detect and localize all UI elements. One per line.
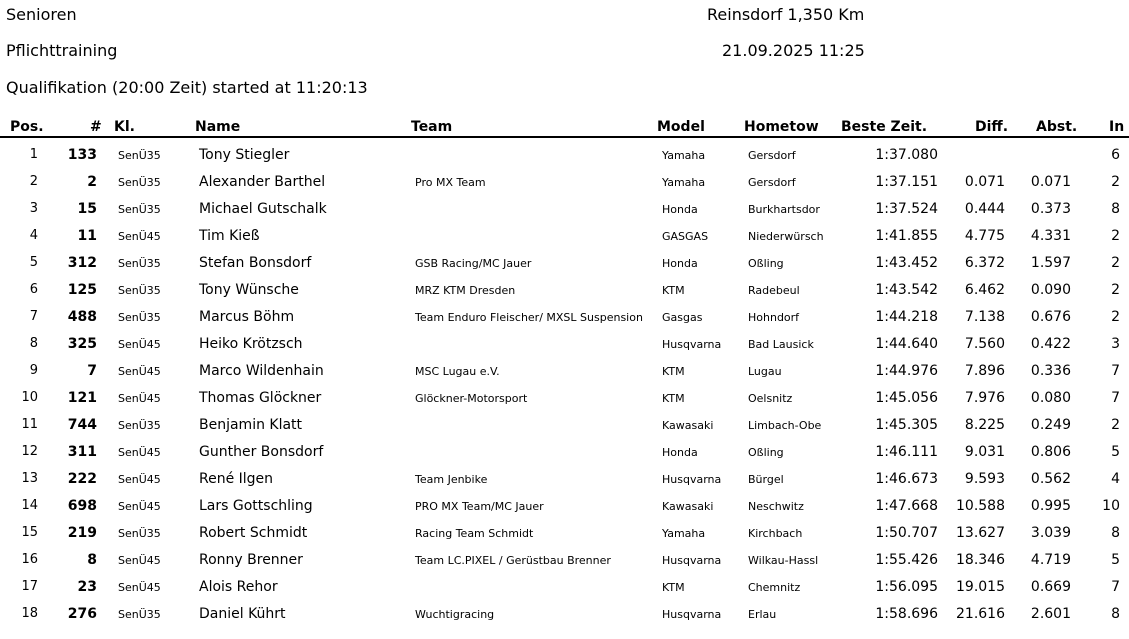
cell-gap: 0.071: [1030, 174, 1071, 190]
cell-name: Tony Wünsche: [199, 282, 299, 298]
cell-best-time: 1:46.111: [875, 444, 938, 460]
cell-model: KTM: [662, 392, 685, 405]
cell-name: Benjamin Klatt: [199, 417, 303, 433]
cell-diff: 18.346: [956, 552, 1005, 568]
cell-number: 219: [67, 525, 97, 541]
cell-diff: 6.372: [964, 255, 1005, 271]
cell-laps: 8: [1111, 525, 1120, 541]
cell-diff: 7.896: [964, 363, 1005, 379]
table-row: [0, 143, 1129, 170]
cell-diff: 7.976: [964, 390, 1005, 406]
cell-pos: 12: [21, 444, 38, 459]
cell-model: Husqvarna: [662, 608, 722, 621]
col-diff: Diff.: [975, 119, 1009, 135]
cell-pos: 8: [29, 336, 38, 351]
cell-hometown: Bad Lausick: [748, 338, 814, 351]
cell-gap: 0.080: [1030, 390, 1071, 406]
cell-laps: 7: [1111, 363, 1120, 379]
cell-number: 325: [67, 336, 97, 352]
cell-class: SenÜ35: [118, 176, 161, 189]
cell-hometown: Gersdorf: [748, 149, 796, 162]
cell-class: SenÜ35: [118, 203, 161, 216]
table-row: [0, 305, 1129, 332]
cell-number: 23: [77, 579, 97, 595]
cell-pos: 11: [21, 417, 38, 432]
table-row: [0, 332, 1129, 359]
cell-class: SenÜ45: [118, 500, 161, 513]
cell-name: Marco Wildenhain: [199, 363, 324, 379]
cell-number: 133: [67, 147, 97, 163]
cell-diff: 13.627: [956, 525, 1005, 541]
venue: Reinsdorf 1,350 Km: [707, 5, 865, 24]
col-model: Model: [657, 119, 705, 135]
cell-diff: 10.588: [956, 498, 1005, 514]
col-team: Team: [411, 119, 453, 135]
cell-name: Thomas Glöckner: [199, 390, 322, 406]
cell-number: 11: [77, 228, 97, 244]
col-best: Beste Zeit.: [841, 119, 928, 135]
cell-gap: 4.331: [1030, 228, 1071, 244]
cell-pos: 10: [21, 390, 38, 405]
cell-laps: 8: [1111, 201, 1120, 217]
cell-laps: 2: [1111, 282, 1120, 298]
cell-gap: 0.336: [1030, 363, 1071, 379]
table-row: [0, 413, 1129, 440]
cell-diff: 9.031: [964, 444, 1005, 460]
cell-hometown: Radebeul: [748, 284, 800, 297]
cell-class: SenÜ45: [118, 446, 161, 459]
cell-pos: 1: [29, 147, 38, 162]
cell-diff: 19.015: [956, 579, 1005, 595]
cell-pos: 7: [29, 309, 38, 324]
cell-gap: 1.597: [1030, 255, 1071, 271]
cell-pos: 14: [21, 498, 38, 513]
cell-class: SenÜ35: [118, 419, 161, 432]
table-row: [0, 386, 1129, 413]
cell-model: GASGAS: [662, 230, 709, 243]
cell-best-time: 1:41.855: [875, 228, 938, 244]
cell-hometown: Neschwitz: [748, 500, 804, 513]
cell-gap: 0.806: [1030, 444, 1071, 460]
cell-best-time: 1:44.976: [875, 363, 938, 379]
cell-pos: 18: [21, 606, 38, 621]
cell-best-time: 1:50.707: [875, 525, 938, 541]
col-num: #: [90, 119, 102, 135]
cell-pos: 9: [29, 363, 38, 378]
cell-team: Pro MX Team: [415, 176, 486, 189]
cell-class: SenÜ45: [118, 230, 161, 243]
cell-model: Husqvarna: [662, 554, 722, 567]
cell-hometown: Wilkau-Hassl: [748, 554, 819, 567]
cell-model: Kawasaki: [662, 419, 714, 432]
cell-gap: 0.249: [1030, 417, 1071, 433]
cell-best-time: 1:45.056: [875, 390, 938, 406]
cell-gap: 0.090: [1030, 282, 1071, 298]
cell-class: SenÜ45: [118, 581, 161, 594]
cell-model: KTM: [662, 365, 685, 378]
cell-class: SenÜ35: [118, 257, 161, 270]
cell-number: 2: [87, 174, 97, 190]
cell-laps: 3: [1111, 336, 1120, 352]
cell-name: Lars Gottschling: [199, 498, 313, 514]
cell-team: Racing Team Schmidt: [415, 527, 534, 540]
cell-class: SenÜ45: [118, 554, 161, 567]
cell-laps: 8: [1111, 606, 1120, 622]
cell-best-time: 1:55.426: [875, 552, 938, 568]
cell-model: Honda: [662, 257, 698, 270]
table-row: [0, 494, 1129, 521]
cell-best-time: 1:47.668: [875, 498, 938, 514]
cell-laps: 2: [1111, 309, 1120, 325]
col-kl: Kl.: [114, 119, 135, 135]
cell-name: Heiko Krötzsch: [199, 336, 303, 352]
cell-model: Honda: [662, 446, 698, 459]
cell-best-time: 1:58.696: [875, 606, 938, 622]
session-datetime: 21.09.2025 11:25: [722, 41, 865, 60]
cell-model: Gasgas: [662, 311, 703, 324]
cell-class: SenÜ45: [118, 473, 161, 486]
cell-team: MSC Lugau e.V.: [415, 365, 500, 378]
cell-laps: 7: [1111, 390, 1120, 406]
cell-best-time: 1:43.452: [875, 255, 938, 271]
cell-diff: 9.593: [964, 471, 1005, 487]
cell-class: SenÜ35: [118, 608, 161, 621]
cell-hometown: Oßling: [748, 257, 784, 270]
cell-hometown: Limbach-Obe: [748, 419, 822, 432]
cell-laps: 6: [1111, 147, 1120, 163]
cell-pos: 13: [21, 471, 38, 486]
cell-diff: 4.775: [964, 228, 1005, 244]
cell-gap: 0.373: [1030, 201, 1071, 217]
cell-model: Yamaha: [662, 176, 706, 189]
cell-number: 744: [67, 417, 97, 433]
cell-gap: 0.422: [1030, 336, 1071, 352]
cell-name: Alexander Barthel: [199, 174, 326, 190]
cell-number: 222: [67, 471, 97, 487]
table-row: [0, 197, 1129, 224]
cell-diff: 7.138: [964, 309, 1005, 325]
session-detail: Qualifikation (20:00 Zeit) started at 11:20:13: [6, 78, 368, 97]
table-row: [0, 224, 1129, 251]
cell-number: 125: [67, 282, 97, 298]
cell-diff: 0.071: [964, 174, 1005, 190]
cell-name: Gunther Bonsdorf: [199, 444, 324, 460]
class-title: Senioren: [6, 5, 77, 24]
cell-name: Alois Rehor: [199, 579, 278, 595]
cell-pos: 15: [21, 525, 38, 540]
cell-number: 121: [67, 390, 97, 406]
cell-hometown: Bürgel: [748, 473, 784, 486]
cell-team: Team Enduro Fleischer/ MXSL Suspension: [415, 311, 643, 324]
cell-best-time: 1:46.673: [875, 471, 938, 487]
cell-number: 488: [67, 309, 97, 325]
cell-class: SenÜ35: [118, 149, 161, 162]
cell-hometown: Burkhartsdor: [748, 203, 820, 216]
cell-best-time: 1:37.151: [875, 174, 938, 190]
cell-pos: 16: [21, 552, 38, 567]
cell-diff: 6.462: [964, 282, 1005, 298]
table-row: [0, 440, 1129, 467]
cell-best-time: 1:44.640: [875, 336, 938, 352]
cell-class: SenÜ35: [118, 527, 161, 540]
cell-class: SenÜ45: [118, 338, 161, 351]
cell-hometown: Niederwürsch: [748, 230, 824, 243]
cell-team: Wuchtigracing: [415, 608, 495, 621]
cell-name: Marcus Böhm: [199, 309, 295, 325]
cell-hometown: Kirchbach: [748, 527, 803, 540]
cell-name: Tim Kieß: [199, 228, 260, 244]
cell-hometown: Erlau: [748, 608, 777, 621]
cell-hometown: Oelsnitz: [748, 392, 793, 405]
cell-best-time: 1:56.095: [875, 579, 938, 595]
cell-name: Robert Schmidt: [199, 525, 308, 541]
cell-team: Team LC.PIXEL / Gerüstbau Brenner: [415, 554, 611, 567]
results-table-body: [0, 143, 1129, 629]
cell-number: 276: [67, 606, 97, 622]
cell-gap: 0.995: [1030, 498, 1071, 514]
col-pos: Pos.: [10, 119, 44, 135]
cell-diff: 8.225: [964, 417, 1005, 433]
cell-diff: 21.616: [956, 606, 1005, 622]
cell-number: 15: [77, 201, 97, 217]
cell-model: Husqvarna: [662, 473, 722, 486]
cell-gap: 2.601: [1030, 606, 1071, 622]
cell-pos: 2: [29, 174, 38, 189]
session-name: Pflichttraining: [6, 41, 118, 60]
cell-name: Michael Gutschalk: [199, 201, 327, 217]
cell-laps: 5: [1111, 552, 1120, 568]
cell-model: Yamaha: [662, 527, 706, 540]
cell-gap: 0.669: [1030, 579, 1071, 595]
cell-team: PRO MX Team/MC Jauer: [415, 500, 544, 513]
col-hometown: Hometow: [744, 119, 819, 135]
table-row: [0, 521, 1129, 548]
cell-best-time: 1:44.218: [875, 309, 938, 325]
cell-name: Stefan Bonsdorf: [199, 255, 312, 271]
cell-laps: 10: [1102, 498, 1120, 514]
cell-name: Daniel Kührt: [199, 606, 286, 622]
cell-laps: 2: [1111, 417, 1120, 433]
cell-hometown: Hohndorf: [748, 311, 800, 324]
cell-hometown: Lugau: [748, 365, 782, 378]
cell-name: Tony Stiegler: [199, 147, 290, 163]
cell-number: 311: [67, 444, 97, 460]
cell-name: Ronny Brenner: [199, 552, 303, 568]
table-row: [0, 170, 1129, 197]
cell-laps: 5: [1111, 444, 1120, 460]
cell-model: Honda: [662, 203, 698, 216]
table-row: [0, 548, 1129, 575]
cell-hometown: Chemnitz: [748, 581, 801, 594]
cell-model: Husqvarna: [662, 338, 722, 351]
cell-team: GSB Racing/MC Jauer: [415, 257, 532, 270]
table-row: [0, 467, 1129, 494]
col-name: Name: [195, 119, 241, 135]
cell-model: Kawasaki: [662, 500, 714, 513]
cell-best-time: 1:37.080: [875, 147, 938, 163]
col-abst: Abst.: [1036, 119, 1078, 135]
cell-laps: 2: [1111, 255, 1120, 271]
cell-class: SenÜ45: [118, 392, 161, 405]
cell-name: René Ilgen: [199, 471, 274, 487]
cell-gap: 3.039: [1030, 525, 1071, 541]
cell-team: Team Jenbike: [415, 473, 488, 486]
cell-number: 698: [67, 498, 97, 514]
cell-model: KTM: [662, 284, 685, 297]
cell-team: MRZ KTM Dresden: [415, 284, 516, 297]
col-in: In: [1109, 119, 1125, 135]
cell-gap: 4.719: [1030, 552, 1071, 568]
cell-number: 312: [67, 255, 97, 271]
cell-hometown: Oßling: [748, 446, 784, 459]
cell-number: 8: [87, 552, 97, 568]
table-row: [0, 575, 1129, 602]
cell-class: SenÜ45: [118, 365, 161, 378]
table-row: [0, 602, 1129, 629]
cell-best-time: 1:37.524: [875, 201, 938, 217]
cell-pos: 4: [29, 228, 38, 243]
cell-laps: 7: [1111, 579, 1120, 595]
table-row: [0, 278, 1129, 305]
cell-pos: 3: [29, 201, 38, 216]
cell-model: KTM: [662, 581, 685, 594]
cell-diff: 0.444: [964, 201, 1005, 217]
cell-pos: 5: [29, 255, 38, 270]
results-table-header: [0, 118, 1129, 138]
table-row: [0, 251, 1129, 278]
cell-laps: 2: [1111, 228, 1120, 244]
cell-gap: 0.562: [1030, 471, 1071, 487]
cell-pos: 17: [21, 579, 38, 594]
cell-team: Glöckner-Motorsport: [415, 392, 528, 405]
cell-number: 7: [87, 363, 97, 379]
cell-best-time: 1:45.305: [875, 417, 938, 433]
cell-laps: 2: [1111, 174, 1120, 190]
cell-best-time: 1:43.542: [875, 282, 938, 298]
cell-laps: 4: [1111, 471, 1120, 487]
cell-diff: 7.560: [964, 336, 1005, 352]
table-row: [0, 359, 1129, 386]
cell-gap: 0.676: [1030, 309, 1071, 325]
cell-pos: 6: [29, 282, 38, 297]
cell-model: Yamaha: [662, 149, 706, 162]
cell-class: SenÜ35: [118, 311, 161, 324]
cell-class: SenÜ35: [118, 284, 161, 297]
cell-hometown: Gersdorf: [748, 176, 796, 189]
